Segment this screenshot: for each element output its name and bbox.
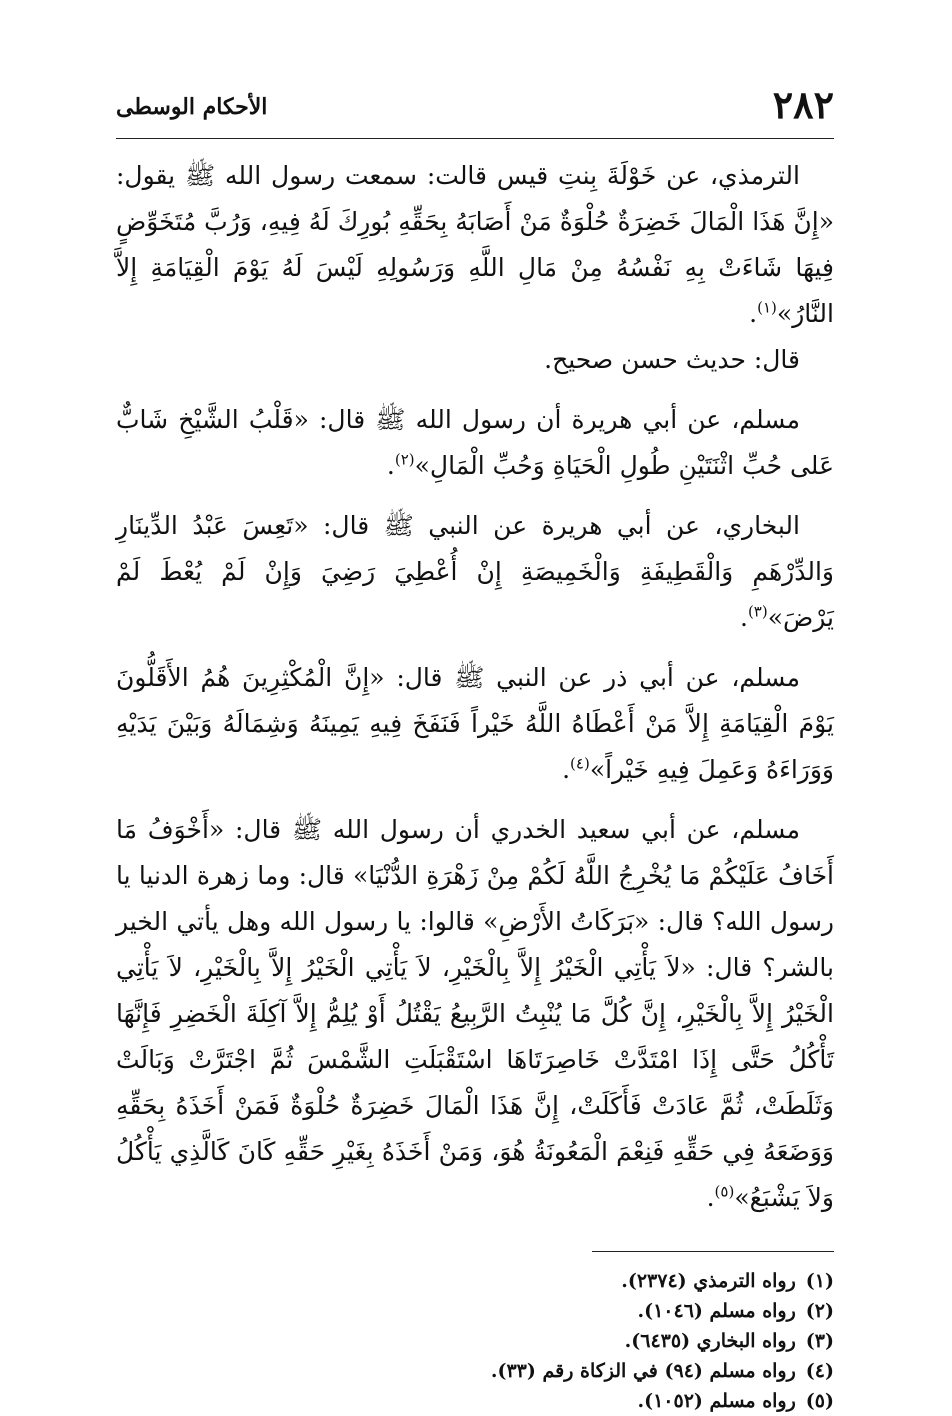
- hadith-paragraph: [116, 503, 834, 641]
- footnote-number: (٤): [805, 1360, 834, 1382]
- paragraph-end: .: [386, 451, 395, 480]
- footnote-reference: (٢): [394, 450, 415, 469]
- paragraph-text: مسلم، عن أبي سعيد الخدري أن رسول الله ﷺ قال: «أَخْوَفُ مَا أَخَافُ عَلَيْكُمْ مَا يُخْرِجُ اللَّهُ لَكُمْ مِنْ زَهْرَةِ الدُّنْيَا» قال: وما زهرة الدنيا يا رسول الله؟ قال: «بَرَكَاتُ الأَرْضِ» قالوا: يا رسول الله وهل يأتي الخير بالشر؟ قال: «لاَ يَأْتِي الْخَيْرُ إِلاَّ بِالْخَيْرِ، لاَ يَأْتِي الْخَيْرُ إِلاَّ بِالْخَيْرِ، لاَ يَأْتِي الْخَيْرُ إِلاَّ بِالْخَيْرِ، إِنَّ كُلَّ مَا يُنْبِتُ الرَّبِيعُ يَقْتُلُ أَوْ يُلِمُّ إِلاَّ آكِلَةَ الْخَضِرِ فَإِنَّهَا تَأْكُلُ حَتَّى إِذَا امْتَدَّتْ خَاصِرَتَاهَا اسْتَقْبَلَتِ الشَّمْسَ ثُمَّ اجْتَرَّتْ وَبَالَتْ وَثَلَطَتْ، ثُمَّ عَادَتْ فَأَكَلَتْ، إِنَّ هَذَا الْمَالَ خَضِرَةٌ حُلْوَةٌ فَمَنْ أَخَذَهُ بِحَقِّهِ وَوَضَعَهُ فِي حَقِّهِ فَنِعْمَ الْمَعُونَةُ هُوَ، وَمَنْ أَخَذَهُ بِغَيْرِ حَقِّهِ كَانَ كَالَّذِي يَأْكُلُ وَلاَ يَشْبَعُ»: [116, 815, 834, 1212]
- hadith-paragraph: [116, 397, 834, 489]
- paragraph-text: البخاري، عن أبي هريرة عن النبي ﷺ قال: «تَعِسَ عَبْدُ الدِّينَارِ وَالدِّرْهَمِ وَالْقَطِيفَةِ وَالْخَمِيصَةِ إِنْ أُعْطِيَ رَضِيَ وَإِنْ لَمْ يُعْطَ لَمْ يَرْضَ»: [116, 511, 834, 632]
- footnote-text: رواه البخاري (٦٤٣٥).: [624, 1330, 796, 1352]
- paragraph-end: .: [749, 299, 758, 328]
- footnote-item: [116, 1326, 834, 1356]
- footnote-reference: (٤): [570, 754, 590, 773]
- paragraph-end: .: [739, 603, 748, 632]
- footnote-number: (٢): [805, 1300, 834, 1322]
- footnote-text: رواه مسلم (١٠٤٦).: [637, 1300, 796, 1322]
- page-header: [116, 0, 834, 139]
- footnote-text: رواه الترمذي (٢٣٧٤).: [621, 1270, 796, 1292]
- footnote-number: (٥): [805, 1390, 834, 1412]
- paragraph-text: مسلم، عن أبي ذر عن النبي ﷺ قال: «إِنَّ الْمُكْثِرِينَ هُمُ الأَقَلُّونَ يَوْمَ الْقِيَامَةِ إِلاَّ مَنْ أَعْطَاهُ اللَّهُ خَيْراً فَنَفَخَ فِيهِ يَمِينَهُ وَشِمَالَهُ وَبَيْنَ يَدَيْهِ وَوَرَاءَهُ وَعَمِلَ فِيهِ خَيْراً»: [116, 663, 834, 784]
- hadith-paragraph: [116, 655, 834, 793]
- page-number: ٢٨٢: [772, 82, 834, 127]
- hadith-paragraph: [116, 807, 834, 1221]
- paragraph-end: .: [706, 1183, 715, 1212]
- footnote-reference: (١): [757, 298, 777, 317]
- footnote-text: رواه مسلم (٩٤) في الزكاة رقم (٣٣).: [490, 1360, 796, 1382]
- footnote-reference: (٥): [714, 1182, 735, 1201]
- body-text: [116, 153, 834, 1221]
- footnote-number: (١): [805, 1270, 834, 1292]
- footnote-text: رواه مسلم (١٠٥٢).: [637, 1390, 796, 1412]
- footnote-reference: (٣): [747, 602, 768, 621]
- paragraph-text: مسلم، عن أبي هريرة أن رسول الله ﷺ قال: «قَلْبُ الشَّيْخِ شَابٌّ عَلى حُبِّ اثْنَتَيْنِ طُولِ الْحَيَاةِ وَحُبِّ الْمَالِ»: [116, 405, 834, 480]
- footnote-item: [116, 1266, 834, 1296]
- running-title: الأحكام الوسطى: [116, 94, 268, 120]
- footnotes: [116, 1266, 834, 1416]
- footnote-number: (٣): [805, 1330, 834, 1352]
- hadith-paragraph: [116, 153, 834, 337]
- footnote-item: [116, 1296, 834, 1326]
- paragraph-end: .: [562, 755, 571, 784]
- hadith-paragraph: [116, 337, 834, 383]
- paragraph-text: الترمذي، عن خَوْلَةَ بِنتِ قيس قالت: سمعت رسول الله ﷺ يقول: «إِنَّ هَذَا الْمَالَ خَضِرَةٌ حُلْوَةٌ مَنْ أَصَابَهُ بِحَقِّهِ بُورِكَ لَهُ فِيهِ، وَرُبَّ مُتَخَوِّضٍ فِيهَا شَاءَتْ بِهِ نَفْسُهُ مِنْ مَالِ اللَّهِ وَرَسُولِهِ لَيْسَ لَهُ يَوْمَ الْقِيَامَةِ إِلاَّ النَّارُ»: [116, 161, 834, 328]
- paragraph-text: قال: حديث حسن صحيح.: [544, 345, 800, 374]
- footnote-divider: [592, 1251, 834, 1252]
- footnote-item: [116, 1386, 834, 1416]
